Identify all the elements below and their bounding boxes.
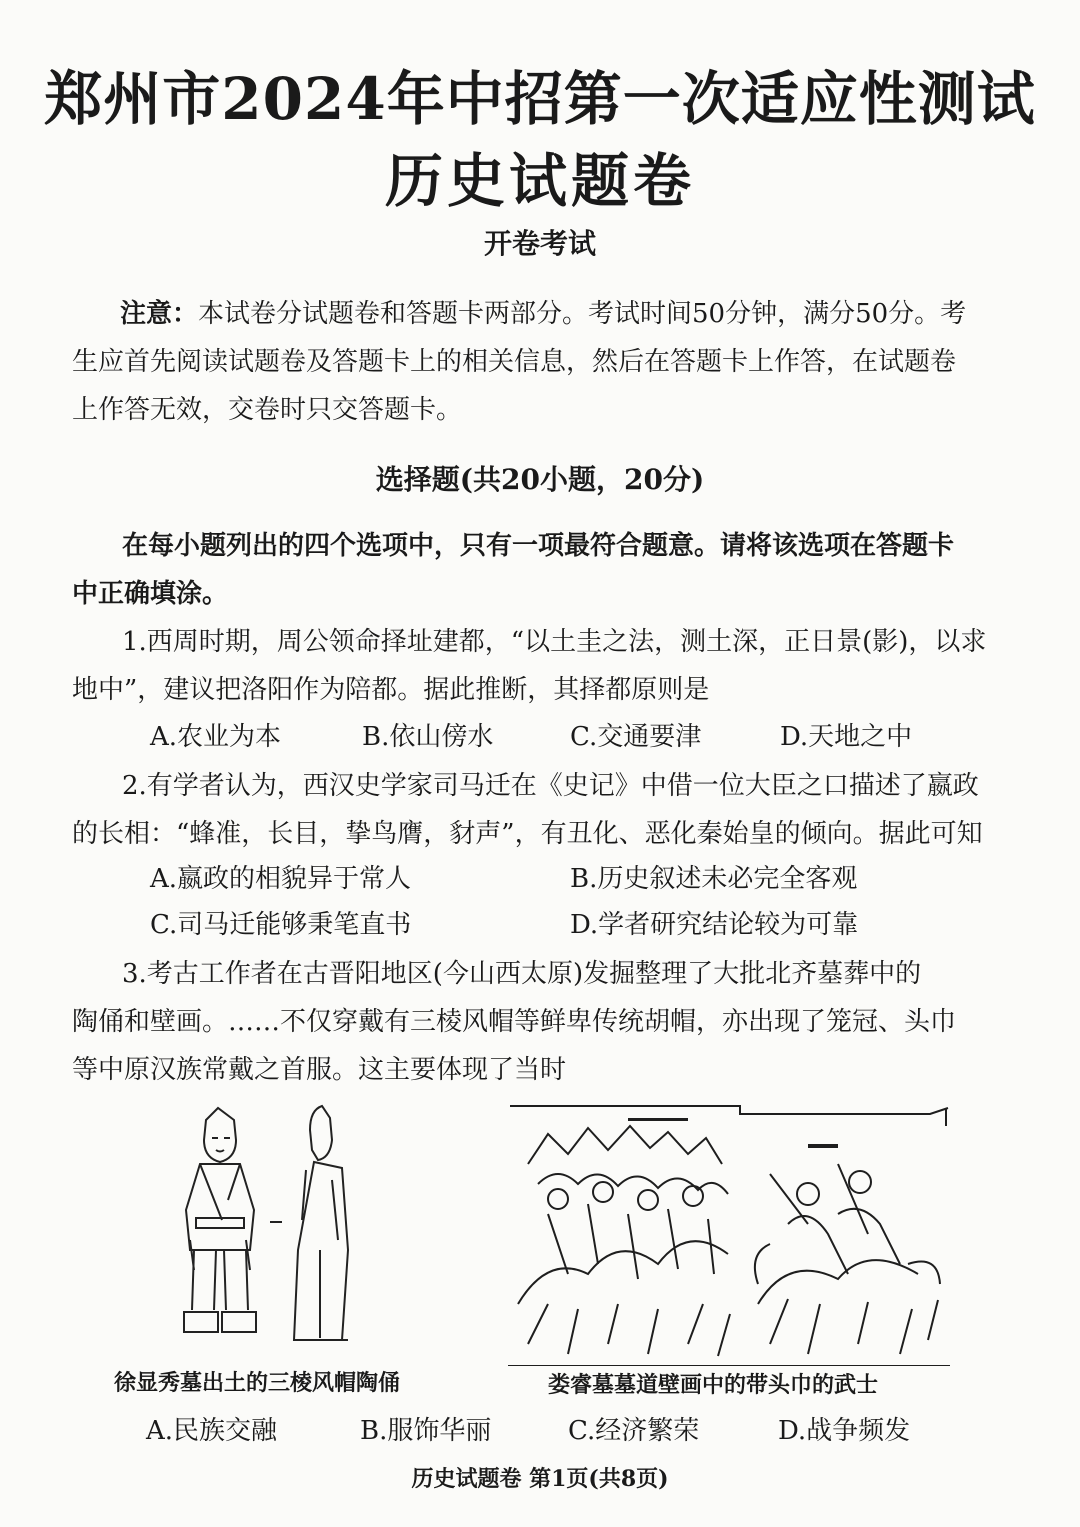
q1-option-d[interactable]: D.天地之中 [780,722,913,752]
q3-option-d[interactable]: D.战争频发 [778,1416,911,1446]
figure-1-caption: 徐显秀墓出土的三棱风帽陶俑 [114,1370,401,1396]
q2-option-a[interactable]: A.嬴政的相貌异于常人 [150,864,412,894]
q3-options [146,1410,1026,1450]
mural-warriors-illustration [508,1104,950,1366]
pottery-figurine-illustration [170,1100,370,1350]
q2-options-row-2 [150,904,1010,944]
q1-stem-line-1: 1.西周时期，周公领命择址建都，“以土圭之法，测土深，正日景(影)，以求 [122,627,987,657]
q2-stem-line-1: 2.有学者认为，西汉史学家司马迁在《史记》中借一位大臣之口描述了嬴政 [122,771,979,801]
q2-option-b[interactable]: B.历史叙述未必完全客观 [570,864,858,894]
q3-stem-line-1: 3.考古工作者在古晋阳地区(今山西太原)发掘整理了大批北齐墓葬中的 [122,959,922,989]
instruction-line-1: 在每小题列出的四个选项中，只有一项最符合题意。请将该选项在答题卡 [122,531,955,561]
q2-option-c[interactable]: C.司马迁能够秉笔直书 [150,910,412,940]
figure-2-caption: 娄睿墓墓道壁画中的带头巾的武士 [548,1372,879,1398]
q1-options [150,716,1010,756]
subject-title: 历史试题卷 [384,147,695,215]
q1-option-c[interactable]: C.交通要津 [570,722,702,752]
notice-line-2: 生应首先阅读试题卷及答题卡上的相关信息，然后在答题卡上作答，在试题卷 [72,347,957,377]
exam-type: 开卷考试 [483,227,596,260]
q3-stem-line-2: 陶俑和壁画。……不仅穿戴有三棱风帽等鲜卑传统胡帽，亦出现了笼冠、头巾 [72,1007,957,1037]
q1-option-b[interactable]: B.依山傍水 [362,722,494,752]
page-footer: 历史试题卷 第1页(共8页) [411,1466,669,1492]
q1-option-a[interactable]: A.农业为本 [150,722,282,752]
q2-options-row-1 [150,858,1010,898]
q2-option-d[interactable]: D.学者研究结论较为可靠 [570,910,859,940]
q1-stem-line-2: 地中”，建议把洛阳作为陪都。据此推断，其择都原则是 [72,675,710,705]
q3-option-a[interactable]: A.民族交融 [146,1416,278,1446]
notice-line-3: 上作答无效，交卷时只交答题卡。 [72,395,463,425]
q2-stem-line-2: 的长相：“蜂准，长目，挚鸟膺，豺声”，有丑化、恶化秦始皇的倾向。据此可知 [72,819,983,849]
notice-label: 注意： [120,299,199,329]
instruction-line-2: 中正确填涂。 [72,579,229,609]
q3-option-b[interactable]: B.服饰华丽 [360,1416,492,1446]
exam-title: 郑州市2024年中招第一次适应性测试 [44,65,1036,133]
notice-text-1: 本试卷分试题卷和答题卡两部分。考试时间50分钟，满分50分。考 [198,299,967,329]
q3-stem-line-3: 等中原汉族常戴之首服。这主要体现了当时 [72,1055,567,1085]
section-title: 选择题(共20小题，20分) [375,463,705,496]
q3-option-c[interactable]: C.经济繁荣 [568,1416,700,1446]
notice-line-1 [120,290,1002,338]
